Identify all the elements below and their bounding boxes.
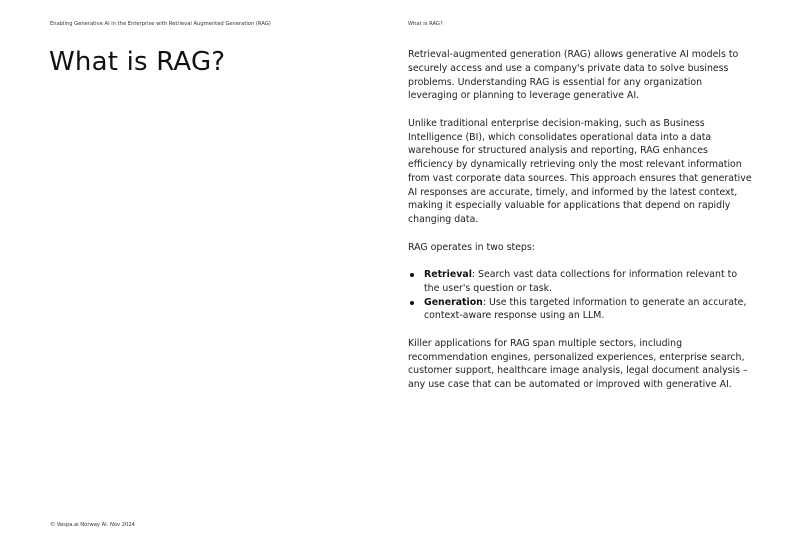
step-description: : Search vast data collections for information relevant to the user's question or task. [424, 269, 738, 294]
list-item-generation [408, 296, 754, 324]
step-description: : Use this targeted information to generate an accurate, context-aware response using an LLM. [424, 296, 747, 322]
footer-copyright: © Vespa.ai Norway AI. Nov 2024 [50, 522, 135, 528]
running-header-section-title: What is RAG? [408, 21, 443, 27]
body-text-column [408, 48, 754, 406]
steps-list [408, 268, 754, 323]
paragraph-steps-intro: RAG operates in two steps: [408, 241, 535, 253]
paragraph-comparison: Unlike traditional enterprise decision-making, such as Business Intelligence (BI), which consolidates operational data into a data warehouse for structured analysis and reporting, RAG enhances efficiency by dynamically retrieving only the most relevant information from vast corporate data sources. This approach ensures that generative AI responses are accurate, timely, and informed by the latest context, making it especially valuable for applications that depend on rapidly changing data. [408, 117, 752, 225]
step-term: Retrieval [424, 269, 472, 280]
bullet-icon [410, 301, 414, 305]
list-item-retrieval [408, 268, 754, 296]
paragraph-applications: Killer applications for RAG span multiple sectors, including recommendation engines, personalized experiences, enterprise search, customer support, healthcare image analysis, legal document analysis – any use case that can be automated or improved with generative AI. [408, 337, 748, 390]
running-header-document-title: Enabling Generative AI in the Enterprise with Retrieval Augmented Generation (RAG) [50, 21, 271, 27]
page-title: What is RAG? [49, 47, 226, 77]
step-term: Generation [424, 296, 483, 308]
bullet-icon [410, 273, 414, 277]
paragraph-definition: Retrieval-augmented generation (RAG) allows generative AI models to securely access and use a company's private data to solve business problems. Understanding RAG is essential for any organization leveraging or planning to leverage generative AI. [408, 49, 739, 102]
